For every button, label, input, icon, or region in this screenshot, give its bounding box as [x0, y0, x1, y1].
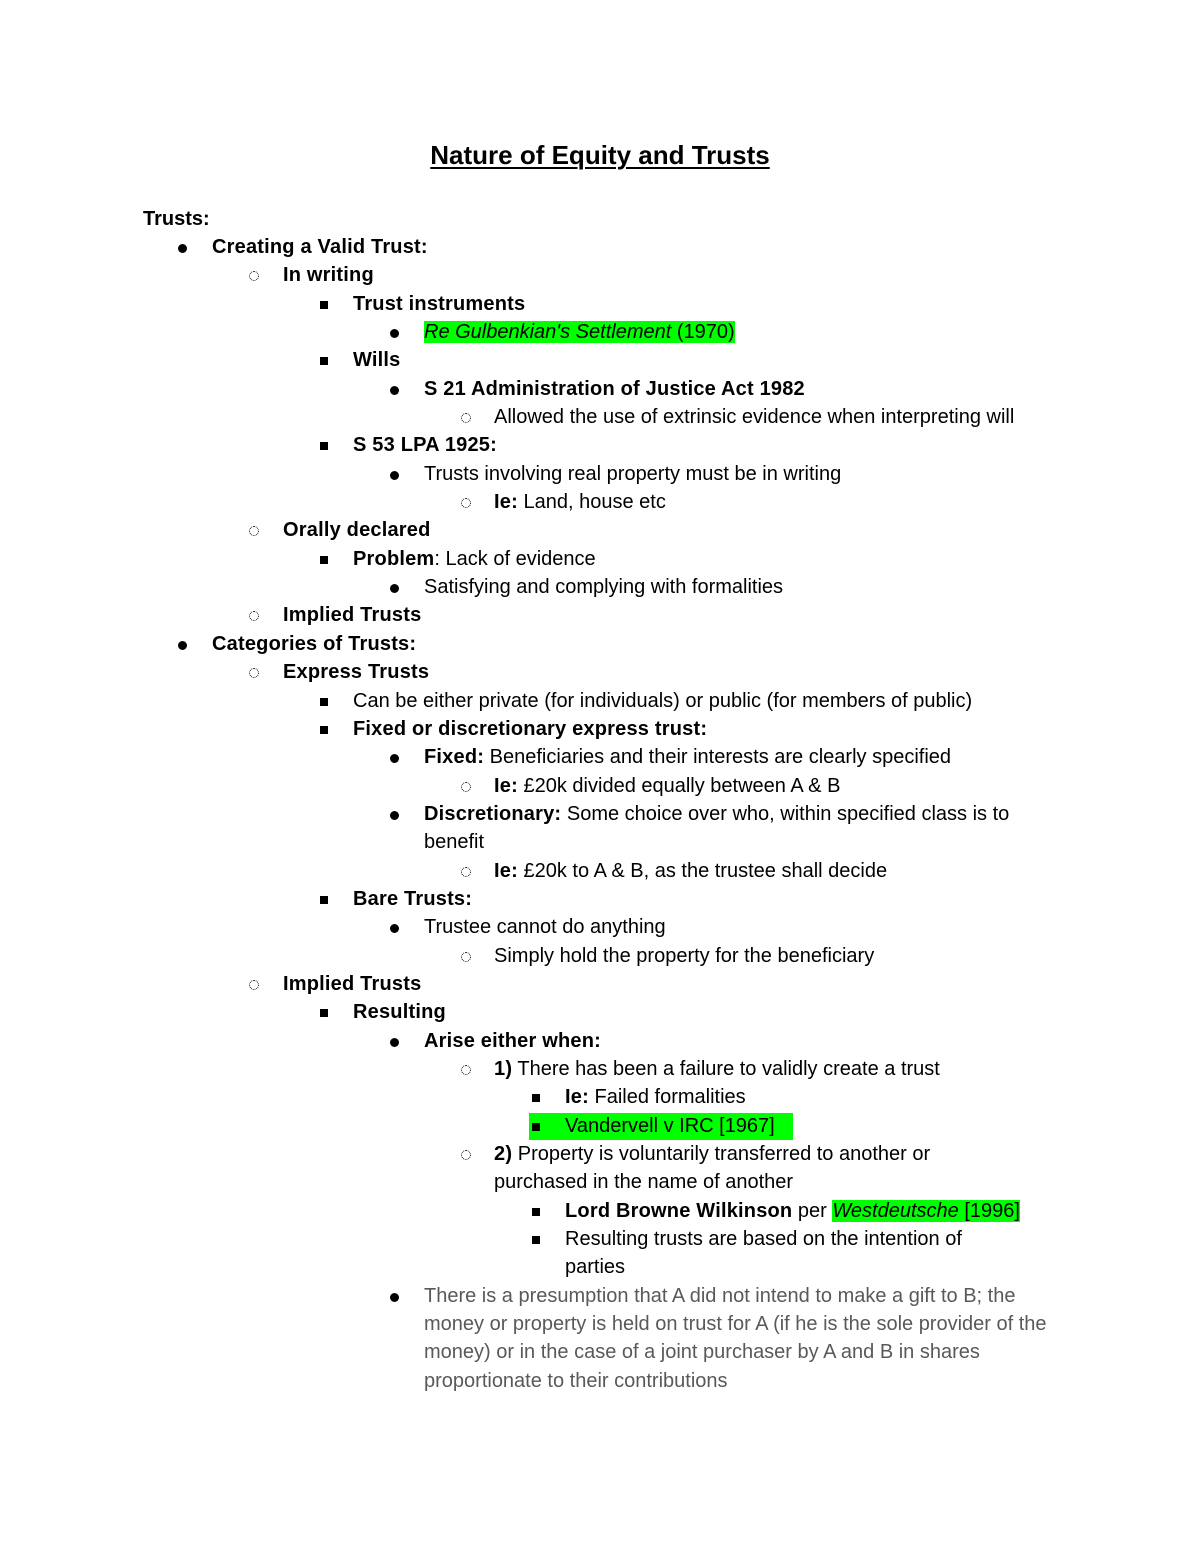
item-bold-label: Categories of Trusts:	[212, 632, 417, 655]
item-bold-label: Ie:	[494, 859, 518, 882]
item-bold-label: S 21 Administration of Justice Act 1982	[424, 377, 805, 400]
item-text: Failed formalities	[588, 1086, 746, 1109]
outline-item-level-5	[0, 1140, 1200, 1197]
item-bold-label: Creating a Valid Trust:	[212, 236, 428, 258]
item-bold-label: S 53 LPA 1925:	[353, 434, 497, 457]
item-bold-label: Ie:	[494, 774, 518, 797]
item-bold-label: Lord Browne Wilkinson	[565, 1199, 793, 1222]
outline-item-level-4	[0, 1027, 1200, 1055]
item-text: Can be either private (for individuals) or public (for members of public)	[353, 689, 973, 712]
item-bold-label: Trust instruments	[353, 292, 526, 315]
outline-item-level-4	[0, 800, 1200, 857]
item-text: Simply hold the property for the beneficiary	[494, 944, 875, 967]
item-text: Vandervell v IRC [1967]	[565, 1114, 775, 1137]
outline-list	[0, 233, 1200, 1395]
highlighted-citation	[424, 321, 735, 343]
item-text: There has been a failure to validly create a trust	[512, 1057, 940, 1080]
outline-item-level-3	[0, 715, 1200, 743]
outline-item-level-4	[0, 743, 1200, 771]
item-bold-label: Problem	[353, 547, 435, 570]
item-bold-label: Orally declared	[283, 519, 431, 542]
outline-item-level-4	[0, 1282, 1200, 1395]
item-bold-label: Arise either when:	[424, 1029, 601, 1052]
outline-item-level-3	[0, 346, 1200, 374]
outline-item-level-4	[0, 460, 1200, 488]
case-year: [1996]	[958, 1199, 1020, 1222]
outline-item-level-2	[0, 601, 1200, 629]
item-text: Some choice over who, within specified class is to benefit	[424, 802, 1010, 854]
outline-item-level-6	[0, 1225, 1200, 1282]
item-bold-label: Wills	[353, 349, 401, 372]
outline-item-level-5	[0, 772, 1200, 800]
outline-item-level-2	[0, 658, 1200, 686]
outline-item-level-5	[0, 857, 1200, 885]
item-text: £20k divided equally between A & B	[517, 774, 841, 797]
item-bold-label: Implied Trusts	[283, 604, 422, 627]
item-text: per	[792, 1199, 833, 1222]
note-text: There is a presumption that A did not intend to make a gift to B; the money or property is held on trust for A (if he is the sole provider of the money) or in the case of a joint purchaser by A and B in shares proportionate to their contributions	[424, 1284, 1047, 1392]
outline-item-level-1	[0, 233, 1200, 261]
outline-item-level-6	[0, 1197, 1200, 1225]
item-bold-label: Resulting	[353, 1001, 446, 1024]
outline-item-level-2	[0, 970, 1200, 998]
item-bold-label: Implied Trusts	[283, 972, 422, 995]
item-bold-label: 1)	[494, 1057, 513, 1080]
item-text: : Lack of evidence	[434, 547, 596, 570]
item-bold-label: Fixed or discretionary express trust:	[353, 717, 708, 740]
item-bold-label: 2)	[494, 1143, 513, 1165]
case-name: Westdeutsche	[832, 1199, 959, 1222]
item-bold-label: Fixed:	[424, 746, 485, 769]
outline-item-level-3	[0, 431, 1200, 459]
outline-item-level-4	[0, 573, 1200, 601]
case-name: Re Gulbenkian's Settlement	[424, 321, 672, 344]
document-title: Nature of Equity and Trusts	[430, 140, 770, 170]
item-text: Satisfying and complying with formalities	[424, 576, 784, 599]
outline-item-level-3	[0, 885, 1200, 913]
outline-item-level-6	[0, 1112, 1200, 1140]
outline-item-level-2	[0, 516, 1200, 544]
outline-item-level-3	[0, 545, 1200, 573]
outline-item-level-1	[0, 630, 1200, 658]
item-bold-label: Discretionary:	[424, 802, 562, 825]
item-text: Land, house etc	[517, 491, 666, 514]
item-text: Property is voluntarily transferred to another or purchased in the name of another	[494, 1143, 931, 1194]
outline-item-level-4	[0, 375, 1200, 403]
item-text: £20k to A & B, as the trustee shall decide	[517, 859, 888, 882]
highlighted-citation	[832, 1200, 1020, 1222]
section-heading: Trusts:	[143, 208, 210, 230]
item-text: Trustee cannot do anything	[424, 916, 666, 939]
case-year: (1970)	[671, 321, 735, 344]
outline-item-level-4	[0, 913, 1200, 941]
outline-item-level-5	[0, 403, 1200, 431]
outline-item-level-6	[0, 1083, 1200, 1111]
item-bold-label: Express Trusts	[283, 661, 430, 684]
outline-item-level-2	[0, 261, 1200, 289]
outline-item-level-5	[0, 942, 1200, 970]
outline-item-level-5	[0, 1055, 1200, 1083]
outline-item-level-3	[0, 998, 1200, 1026]
outline-item-level-3	[0, 290, 1200, 318]
item-text: Resulting trusts are based on the intention of parties	[565, 1228, 962, 1279]
item-text: Allowed the use of extrinsic evidence when interpreting will	[494, 406, 1015, 429]
item-bold-label: Ie:	[494, 491, 518, 514]
item-bold-label: Bare Trusts:	[353, 887, 473, 910]
item-bold-label: In writing	[283, 264, 374, 287]
item-bold-label: Ie:	[565, 1086, 589, 1109]
item-text: Trusts involving real property must be in writing	[424, 462, 842, 485]
outline-item-level-4	[0, 318, 1200, 346]
outline-item-level-5	[0, 488, 1200, 516]
item-text: Beneficiaries and their interests are clearly specified	[484, 746, 952, 769]
outline-item-level-3	[0, 687, 1200, 715]
